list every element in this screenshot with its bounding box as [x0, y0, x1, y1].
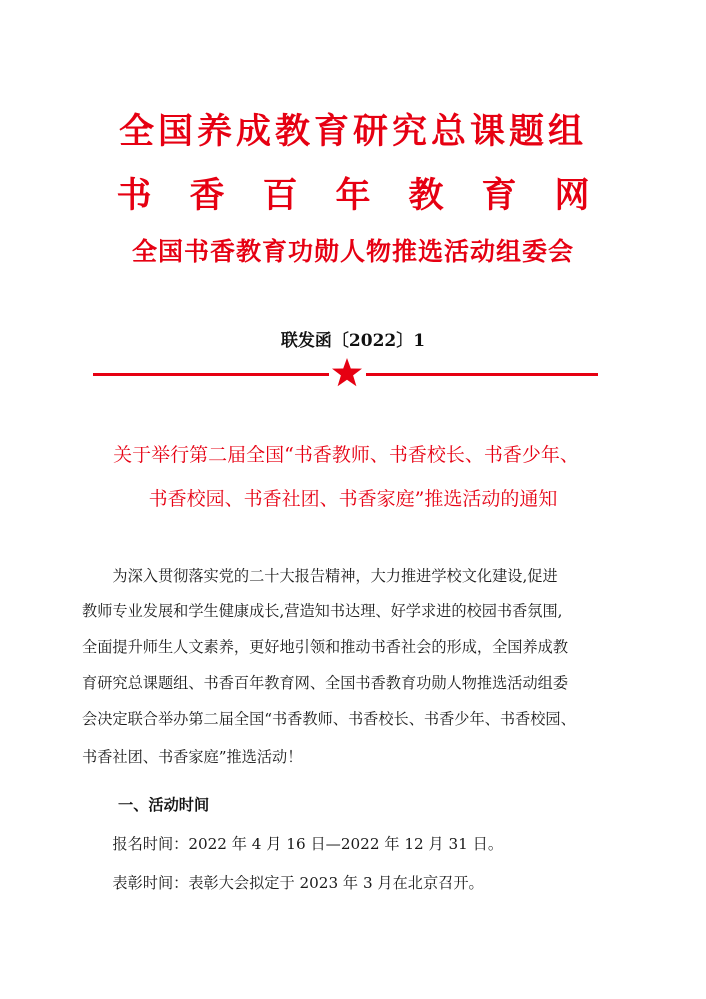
org-name-line-1: 全国养成教育研究总课题组 [118, 112, 587, 152]
star-icon [331, 357, 363, 389]
body-paragraph-line: 为深入贯彻落实党的二十大报告精神，大力推进学校文化建设,促进 [82, 567, 558, 585]
org-name-line-2: 书香百年教育网 [116, 176, 628, 216]
body-paragraph-line: 育研究总课题组、书香百年教育网、全国书香教育功勋人物推选活动组委 [82, 674, 568, 692]
org-name-line-3: 全国书香教育功勋人物推选活动组委会 [131, 237, 574, 266]
body-paragraph-line: 全面提升师生人文素养，更好地引领和推动书香社会的形成，全国养成教 [82, 638, 568, 656]
registration-time-text: 报名时间：2022 年 4 月 16 日—2022 年 12 月 31 日。 [82, 835, 504, 853]
notice-title-line-1: 关于举行第二届全国“书香教师、书香校长、书香少年、 [113, 444, 579, 466]
award-time-text: 表彰时间：表彰大会拟定于 2023 年 3 月在北京召开。 [82, 874, 484, 892]
divider-line-left [93, 373, 329, 376]
notice-title-line-2: 书香校园、书香社团、书香家庭”推选活动的通知 [148, 488, 558, 510]
body-paragraph-line: 书香社团、书香家庭”推选活动！ [82, 748, 303, 766]
body-paragraph-line: 教师专业发展和学生健康成长,营造知书达理、好学求进的校园书香氛围, [82, 602, 563, 620]
divider-line-right [366, 373, 598, 376]
body-paragraph-line: 会决定联合举办第二届全国“书香教师、书香校长、书香少年、书香校园、 [82, 710, 576, 728]
document-number: 联发函〔2022〕1 [280, 331, 426, 351]
section-heading: 一、活动时间 [118, 796, 210, 814]
